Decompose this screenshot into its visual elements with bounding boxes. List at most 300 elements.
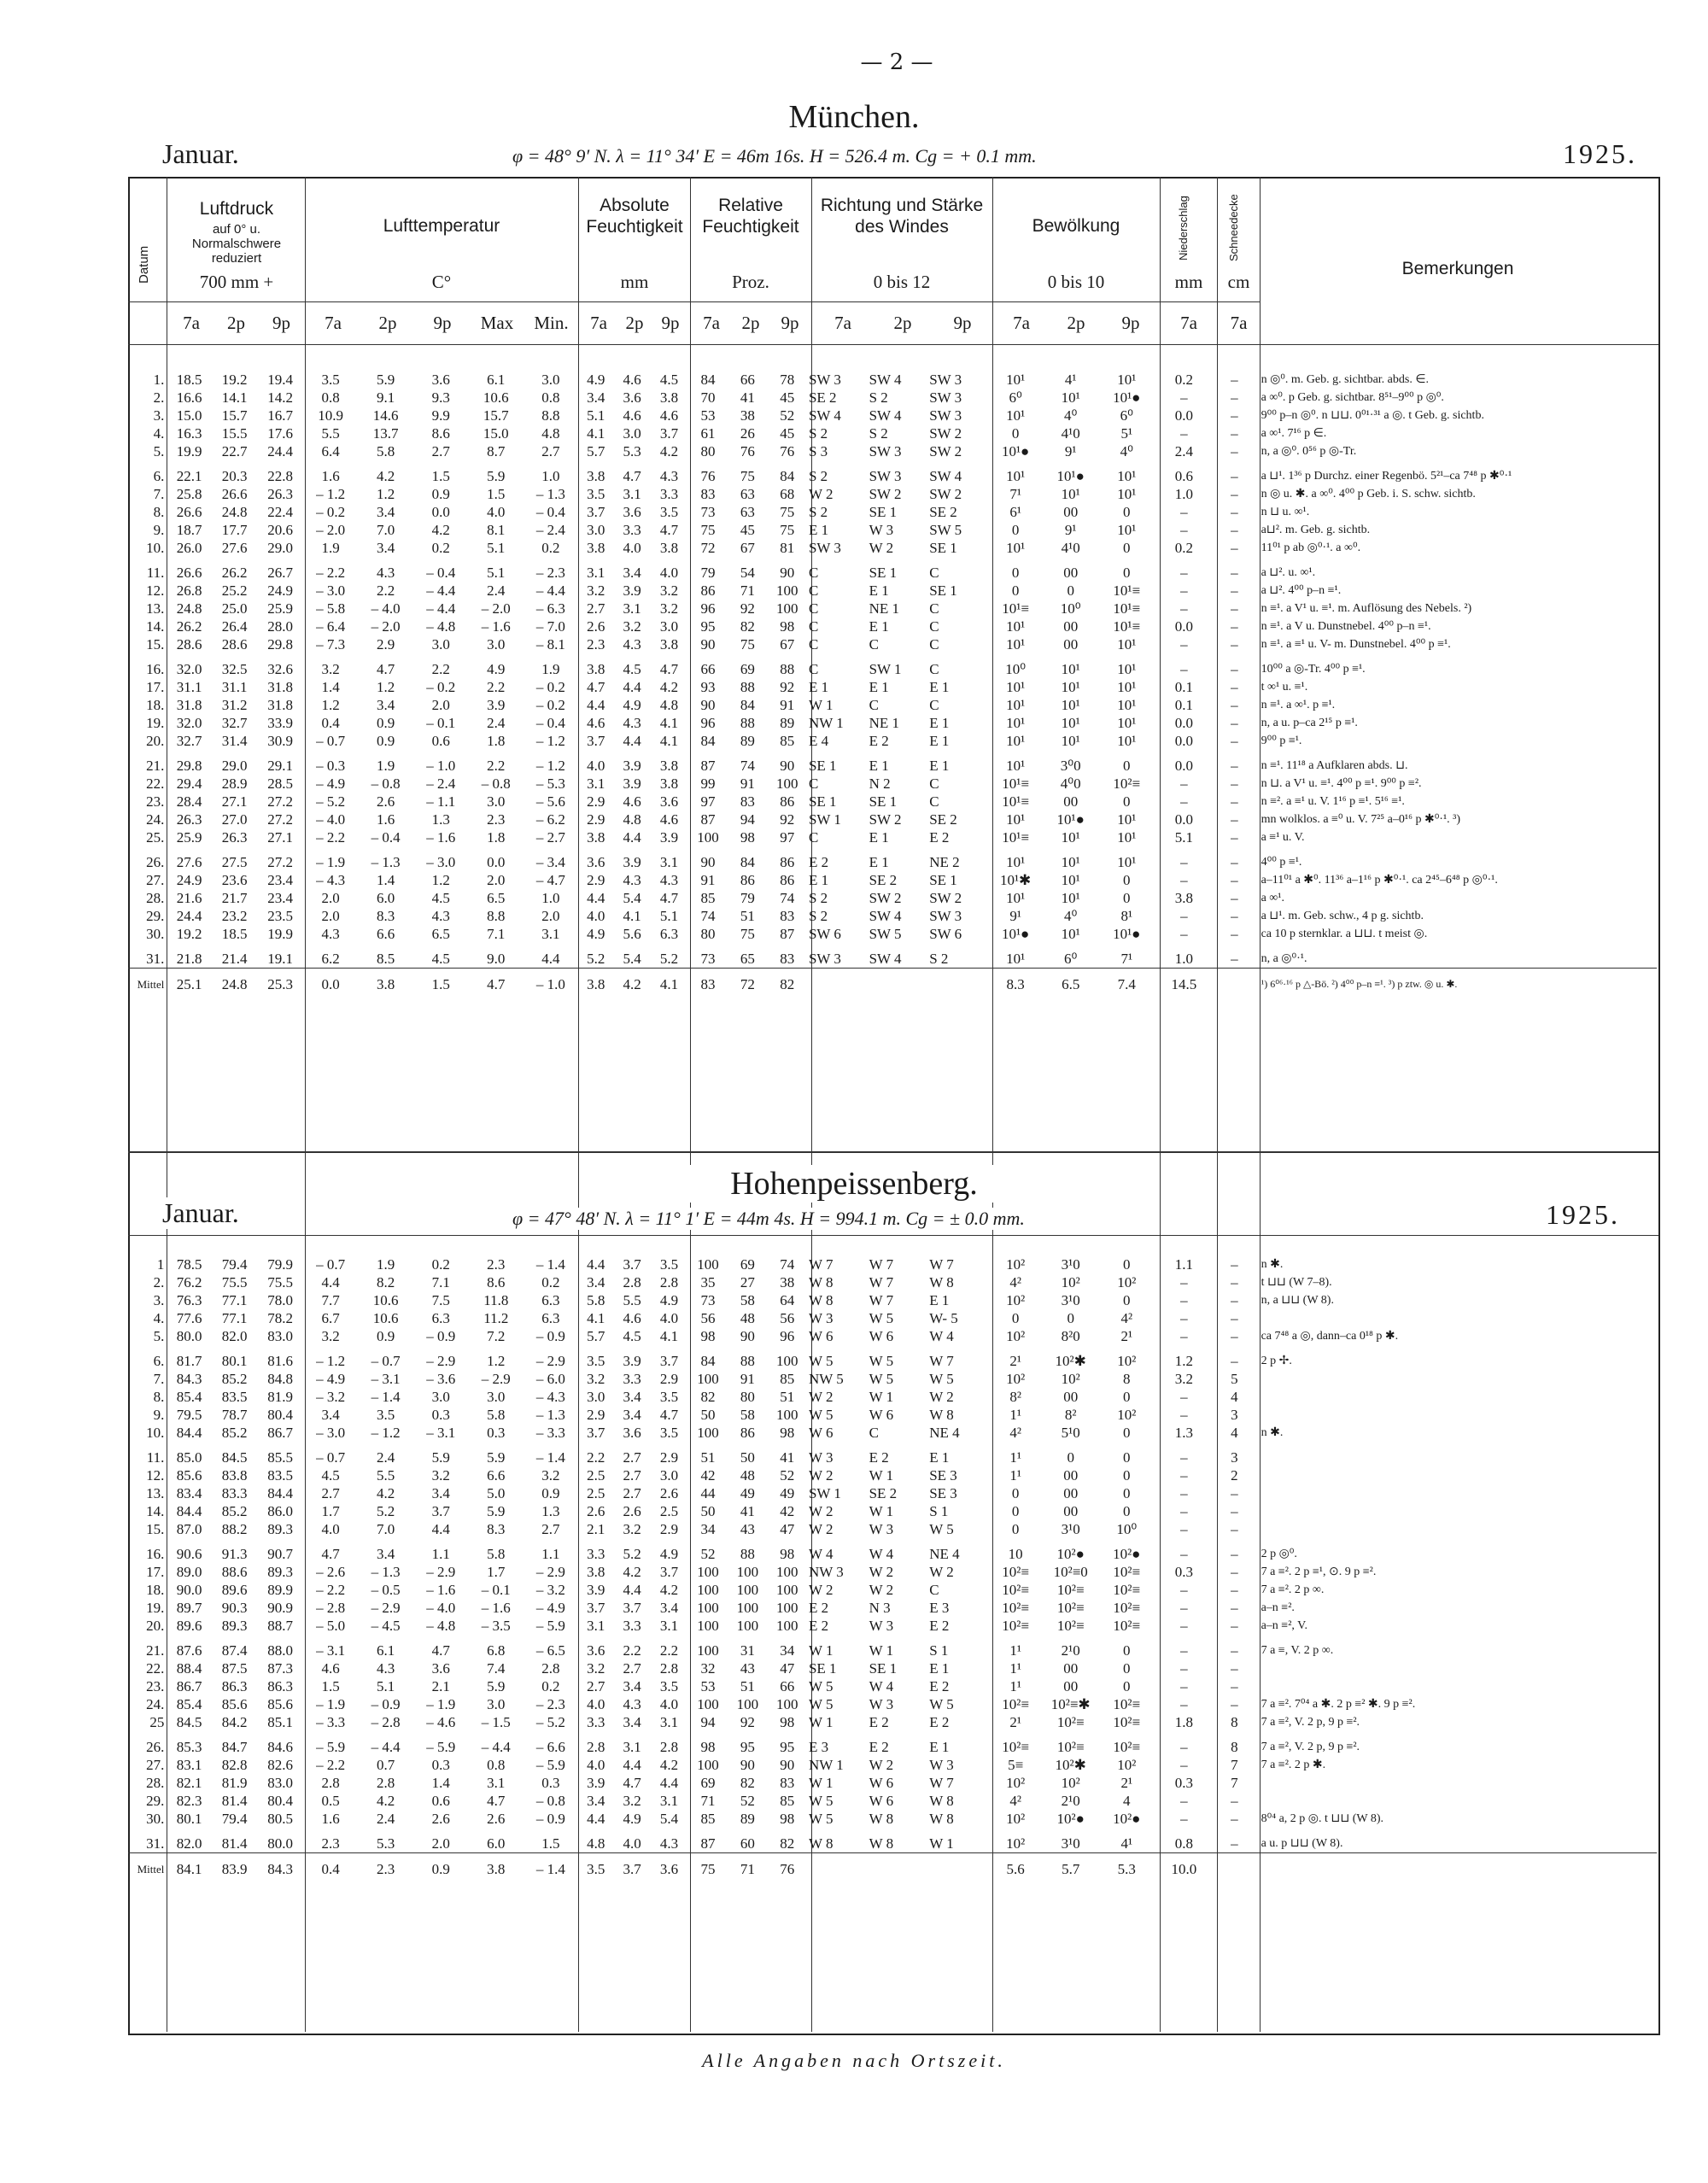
cell-luftdruck-7a: 87.6 [176, 1642, 202, 1659]
subheader-2p: 2p [741, 313, 760, 333]
cell-temp-max: 1.2 [487, 1353, 506, 1369]
cell-niederschlag: – [1180, 600, 1188, 617]
cell-wind-7a: SE 1 [808, 758, 837, 774]
cell-schneedecke: – [1231, 443, 1238, 459]
cell-temp-2p: 5.2 [377, 1503, 395, 1519]
cell-luftdruck-2p: 21.7 [221, 890, 248, 906]
cell-date: 27. [146, 1757, 165, 1773]
cell-niederschlag: – [1180, 1292, 1188, 1308]
cell-temp-min: 3.1 [541, 926, 560, 942]
cell-schneedecke: – [1231, 504, 1238, 520]
cell-luftdruck-2p: 32.7 [221, 715, 248, 731]
cell-wind-7a: SW 6 [808, 926, 841, 942]
mittel-temp-max: 4.7 [468, 969, 524, 994]
subheader-max: Max [480, 313, 514, 333]
cell-abs-2p: 4.3 [623, 636, 641, 653]
cell-temp-min: – 0.4 [535, 504, 565, 520]
cell-temp-min: 3.0 [541, 372, 560, 388]
cell-bew-2p: 10² [1061, 1775, 1080, 1791]
cell-niederschlag: 0.6 [1174, 468, 1193, 484]
cell-rel-7a: 35 [700, 1274, 716, 1290]
cell-rel-9p: 45 [780, 389, 795, 406]
cell-abs-2p: 3.1 [623, 600, 641, 617]
cell-wind-9p: E 2 [929, 1714, 950, 1730]
table-row [128, 907, 1657, 925]
cell-temp-min: – 5.3 [535, 775, 565, 792]
cell-temp-7a: – 0.2 [316, 504, 346, 520]
cell-temp-9p: 7.5 [431, 1292, 450, 1308]
cell-bemerkung: ca 10 p sternklar. a ⊔⊔. t meist ◎. [1261, 928, 1428, 940]
cell-abs-9p: 3.2 [659, 600, 679, 617]
cell-rel-7a: 42 [700, 1467, 716, 1484]
mittel-bemerkung [1256, 1853, 1657, 1879]
cell-bemerkung: 7 a ≡². 2 p ✱. [1261, 1759, 1326, 1771]
cell-temp-min: 0.8 [541, 389, 560, 406]
cell-abs-2p: 5.6 [623, 926, 641, 942]
cell-luftdruck-2p: 84.5 [221, 1449, 248, 1466]
cell-temp-min: 8.8 [541, 407, 560, 424]
cell-rel-7a: 96 [700, 600, 716, 617]
cell-luftdruck-2p: 83.3 [221, 1485, 248, 1501]
cell-wind-9p: C [929, 600, 939, 617]
cell-rel-2p: 58 [740, 1292, 755, 1308]
cell-luftdruck-9p: 26.3 [267, 486, 293, 502]
subheader-2p: 2p [625, 313, 644, 333]
cell-temp-7a: 2.0 [321, 890, 340, 906]
cell-wind-9p: SW 3 [929, 908, 962, 924]
cell-bemerkung: t ⊔⊔ (W 7–8). [1261, 1276, 1332, 1289]
cell-wind-9p: NE 4 [929, 1425, 960, 1441]
table-row [128, 846, 1657, 871]
cell-bew-2p: 9¹ [1064, 443, 1077, 459]
cell-bew-9p: 10¹ [1117, 679, 1137, 695]
cell-luftdruck-7a: 26.2 [176, 618, 202, 635]
cell-rel-9p: 90 [780, 758, 795, 774]
cell-bemerkung: n ≡¹. 11¹⁸ a Aufklaren abds. ⊔. [1261, 759, 1408, 772]
cell-temp-max: 3.0 [487, 636, 506, 653]
cell-luftdruck-2p: 17.7 [221, 522, 248, 538]
cell-bew-2p: 00 [1063, 1467, 1079, 1484]
cell-wind-7a: W 1 [808, 1642, 834, 1659]
cell-temp-7a: – 7.3 [316, 636, 346, 653]
cell-abs-7a: 4.4 [587, 1811, 605, 1827]
cell-wind-7a: S 2 [808, 504, 828, 520]
cell-temp-max: 2.4 [487, 582, 506, 599]
cell-abs-7a: 4.0 [587, 758, 605, 774]
cell-bew-2p: 10¹ [1061, 679, 1080, 695]
cell-date: 20. [146, 733, 165, 749]
cell-rel-7a: 79 [700, 565, 716, 581]
header-bewoelkung: Bewölkung [1032, 216, 1120, 236]
cell-schneedecke: – [1231, 872, 1238, 888]
cell-abs-9p: 3.0 [659, 1467, 679, 1484]
cell-bew-7a: 2¹ [1009, 1353, 1021, 1369]
cell-abs-9p: 4.3 [659, 872, 679, 888]
cell-rel-7a: 87 [700, 811, 716, 828]
cell-bew-2p: 10¹ [1061, 389, 1080, 406]
cell-bemerkung: 10⁰⁰ a ◎-Tr. 4⁰⁰ p ≡¹. [1261, 663, 1366, 676]
cell-rel-7a: 95 [700, 618, 716, 635]
cell-wind-2p: SW 4 [869, 372, 902, 388]
cell-luftdruck-9p: 86.7 [267, 1425, 293, 1441]
cell-temp-9p: 1.4 [431, 1775, 450, 1791]
cell-rel-7a: 98 [700, 1328, 716, 1344]
cell-luftdruck-7a: 89.6 [176, 1618, 202, 1634]
cell-wind-2p: NE 1 [869, 600, 900, 617]
cell-bew-9p: 10¹ [1117, 372, 1137, 388]
cell-rel-2p: 90 [740, 1328, 755, 1344]
cell-bew-2p: 4⁰ [1064, 908, 1078, 924]
cell-luftdruck-7a: 84.4 [176, 1503, 202, 1519]
cell-luftdruck-2p: 86.3 [221, 1678, 248, 1694]
cell-temp-9p: – 2.9 [426, 1353, 456, 1369]
cell-bew-7a: 10²≡ [1002, 1739, 1029, 1755]
cell-abs-9p: 4.1 [659, 1328, 679, 1344]
subheader-7a: 7a [1013, 313, 1030, 333]
cell-niederschlag: – [1180, 1274, 1188, 1290]
cell-luftdruck-2p: 26.2 [221, 565, 248, 581]
cell-temp-2p: – 4.4 [371, 1739, 401, 1755]
cell-rel-7a: 74 [700, 908, 716, 924]
cell-luftdruck-9p: 29.8 [267, 636, 293, 653]
cell-temp-2p: 7.0 [377, 1521, 395, 1537]
cell-bemerkung: n, a u. p–ca 2¹⁵ p ≡¹. [1261, 717, 1358, 729]
cell-bemerkung [1256, 1677, 1657, 1695]
cell-rel-7a: 75 [700, 522, 716, 538]
mittel-schneedecke [1213, 1853, 1255, 1879]
cell-bemerkung: 7 a ≡². 2 p ≡¹, ⊙. 9 p ≡². [1261, 1566, 1377, 1578]
cell-bew-2p: 2¹0 [1061, 1642, 1080, 1659]
cell-abs-9p: 3.5 [659, 504, 679, 520]
cell-rel-2p: 48 [740, 1310, 755, 1326]
header-schneedecke: Schneedecke [1227, 194, 1240, 262]
mittel-abs-9p: 4.1 [650, 969, 687, 994]
cell-abs-9p: 4.9 [659, 1546, 679, 1562]
cell-temp-7a: – 1.9 [316, 854, 346, 870]
cell-rel-2p: 82 [740, 1775, 755, 1791]
cell-bemerkung: a–n ≡². [1261, 1601, 1295, 1614]
header-lufttemp-unit: C° [431, 272, 452, 292]
cell-wind-9p: E 1 [929, 1739, 950, 1755]
cell-rel-9p: 98 [780, 618, 795, 635]
table-row [128, 1617, 1657, 1635]
cell-luftdruck-2p: 27.1 [221, 793, 248, 810]
cell-luftdruck-9p: 86.0 [267, 1503, 293, 1519]
cell-luftdruck-7a: 19.2 [176, 926, 202, 942]
cell-bemerkung: ca 7⁴⁸ a ◎, dann–ca 0¹⁸ p ✱. [1261, 1330, 1399, 1343]
cell-bemerkung [1256, 1484, 1657, 1502]
cell-bew-9p: 2¹ [1120, 1328, 1133, 1344]
table-row [128, 1327, 1657, 1345]
cell-wind-2p: C [869, 697, 879, 713]
cell-rel-2p: 92 [740, 1714, 755, 1730]
cell-abs-9p: 2.6 [659, 1485, 679, 1501]
cell-niederschlag: 1.1 [1174, 1256, 1193, 1273]
cell-temp-9p: 4.7 [431, 1642, 450, 1659]
cell-luftdruck-7a: 15.0 [176, 407, 202, 424]
cell-abs-7a: 3.1 [587, 775, 605, 792]
cell-temp-max: 3.9 [487, 697, 506, 713]
cell-luftdruck-2p: 82.8 [221, 1757, 248, 1773]
table-row [128, 389, 1657, 407]
cell-luftdruck-2p: 27.5 [221, 854, 248, 870]
cell-bew-7a: 10¹ [1006, 372, 1026, 388]
subheader-9p: 9p [272, 313, 290, 333]
cell-date: 7. [153, 1371, 165, 1387]
cell-luftdruck-9p: 23.4 [267, 872, 293, 888]
cell-bemerkung: n ≡¹. a V¹ u. ≡¹. m. Auflösung des Nebels. ²) [1261, 602, 1472, 615]
cell-bew-7a: 10² [1006, 1811, 1026, 1827]
cell-abs-2p: 3.7 [623, 1600, 641, 1616]
cell-abs-9p: 3.1 [659, 854, 679, 870]
cell-wind-9p: W 8 [929, 1407, 954, 1423]
cell-bew-7a: 10¹≡ [1002, 775, 1029, 792]
cell-rel-7a: 90 [700, 697, 716, 713]
cell-abs-9p: 4.7 [659, 522, 679, 538]
cell-wind-9p: NE 2 [929, 854, 960, 870]
cell-rel-7a: 94 [700, 1714, 716, 1730]
cell-luftdruck-2p: 25.2 [221, 582, 248, 599]
cell-niederschlag: – [1180, 1389, 1188, 1405]
cell-niederschlag: 1.8 [1174, 1714, 1193, 1730]
cell-temp-max: 6.6 [487, 1467, 506, 1484]
cell-schneedecke: – [1231, 372, 1238, 388]
cell-rel-9p: 41 [780, 1449, 795, 1466]
cell-wind-7a: W 7 [808, 1256, 834, 1273]
cell-bew-9p: 4¹ [1120, 1835, 1133, 1852]
cell-rel-9p: 85 [780, 733, 795, 749]
cell-rel-9p: 98 [780, 1546, 795, 1562]
cell-rel-9p: 96 [780, 1328, 795, 1344]
cell-rel-7a: 100 [697, 1757, 719, 1773]
cell-bew-7a: 10² [1006, 1256, 1026, 1273]
cell-luftdruck-7a: 18.5 [176, 372, 202, 388]
cell-bew-9p: 10² [1117, 1407, 1137, 1423]
cell-niederschlag: 0.2 [1174, 540, 1193, 556]
cell-date: 8. [153, 1389, 165, 1405]
cell-wind-2p: SE 1 [869, 1660, 898, 1677]
cell-rel-2p: 48 [740, 1467, 755, 1484]
cell-abs-7a: 4.9 [587, 926, 605, 942]
cell-date: 22. [146, 1660, 165, 1677]
cell-temp-min: 0.2 [541, 1274, 560, 1290]
cell-temp-2p: 13.7 [372, 425, 399, 442]
cell-luftdruck-7a: 22.1 [176, 468, 202, 484]
cell-luftdruck-7a: 84.5 [176, 1714, 202, 1730]
cell-date: 20. [146, 1618, 165, 1634]
cell-abs-9p: 4.8 [659, 697, 679, 713]
cell-rel-9p: 86 [780, 793, 795, 810]
mittel-bew-2p: 6.5 [1043, 969, 1098, 994]
cell-temp-7a: – 2.2 [316, 1757, 346, 1773]
cell-abs-9p: 6.3 [659, 926, 679, 942]
cell-wind-2p: SE 1 [869, 565, 898, 581]
cell-date: 29. [146, 908, 165, 924]
table-row [128, 811, 1657, 828]
cell-abs-9p: 3.2 [659, 582, 679, 599]
cell-bew-2p: 10²≡✱ [1050, 1696, 1091, 1712]
cell-temp-2p: 4.3 [377, 565, 395, 581]
cell-luftdruck-2p: 26.4 [221, 618, 248, 635]
table-row [128, 442, 1657, 460]
cell-temp-9p: 3.2 [431, 1467, 450, 1484]
cell-bemerkung: n ⊔. a V¹ u. ≡¹. 4⁰⁰ p ≡¹. 9⁰⁰ p ≡². [1261, 777, 1422, 790]
cell-bew-9p: 10² [1117, 1274, 1137, 1290]
cell-bew-9p: 10² [1117, 1353, 1137, 1369]
cell-rel-2p: 69 [740, 1256, 755, 1273]
cell-wind-2p: SW 2 [869, 890, 902, 906]
cell-temp-max: 2.3 [487, 1256, 506, 1273]
cell-temp-max: 7.2 [487, 1328, 506, 1344]
cell-luftdruck-9p: 81.9 [267, 1389, 293, 1405]
cell-wind-7a: W 2 [808, 1503, 834, 1519]
cell-rel-9p: 74 [780, 1256, 795, 1273]
table-row [128, 460, 1657, 485]
cell-temp-9p: 0.0 [431, 504, 450, 520]
cell-rel-9p: 81 [780, 540, 795, 556]
mittel-temp-max: 3.8 [468, 1853, 524, 1879]
header-wind-unit: 0 bis 12 [873, 272, 931, 292]
cell-abs-9p: 2.8 [659, 1739, 679, 1755]
cell-abs-7a: 3.5 [587, 486, 605, 502]
cell-temp-9p: 0.9 [431, 486, 450, 502]
cell-temp-max: 6.8 [487, 1642, 506, 1659]
cell-temp-min: 0.2 [541, 540, 560, 556]
cell-abs-9p: 4.4 [659, 1775, 679, 1791]
cell-temp-7a: – 3.3 [316, 1714, 346, 1730]
cell-schneedecke: 8 [1231, 1714, 1238, 1730]
mittel-rel-9p: 82 [768, 969, 807, 994]
cell-bemerkung: n, a ◎⁰·¹. [1261, 952, 1307, 965]
cell-luftdruck-2p: 84.2 [221, 1714, 248, 1730]
cell-luftdruck-7a: 21.6 [176, 890, 202, 906]
cell-temp-2p: 0.9 [377, 733, 395, 749]
cell-wind-7a: SW 3 [808, 372, 841, 388]
table-row [128, 1442, 1657, 1466]
cell-temp-9p: – 4.6 [426, 1714, 456, 1730]
cell-wind-9p: SE 3 [929, 1485, 957, 1501]
cell-bew-7a: 10¹ [1006, 407, 1026, 424]
cell-temp-2p: 2.4 [377, 1811, 395, 1827]
cell-bew-9p: 10¹ [1117, 468, 1137, 484]
cell-bemerkung: n ✱. [1261, 1258, 1284, 1271]
cell-schneedecke: – [1231, 811, 1238, 828]
cell-temp-2p: – 0.8 [371, 775, 401, 792]
cell-luftdruck-7a: 83.1 [176, 1757, 202, 1773]
cell-temp-7a: – 2.2 [316, 1582, 346, 1598]
cell-rel-7a: 93 [700, 679, 716, 695]
station-title-hohenpeissenberg: Hohenpeissenberg. [598, 1165, 1110, 1203]
cell-bemerkung: a ∞⁰. p Geb. g. sichtbar. 8⁵¹–9⁰⁰ p ◎⁰. [1261, 391, 1444, 404]
cell-bew-7a: 1¹ [1009, 1407, 1021, 1423]
cell-abs-7a: 3.4 [587, 389, 605, 406]
cell-wind-7a: W 8 [808, 1274, 834, 1290]
cell-luftdruck-9p: 22.4 [267, 504, 293, 520]
cell-temp-7a: – 5.0 [316, 1618, 346, 1634]
cell-schneedecke: – [1231, 565, 1238, 581]
cell-bew-7a: 10² [1006, 1835, 1026, 1852]
cell-abs-7a: 2.3 [587, 636, 605, 653]
cell-bew-7a: 6⁰ [1009, 389, 1022, 406]
cell-rel-2p: 86 [740, 1425, 755, 1441]
cell-temp-9p: 0.6 [431, 733, 450, 749]
cell-rel-2p: 84 [740, 697, 755, 713]
cell-bew-7a: 7¹ [1009, 486, 1021, 502]
cell-bemerkung: a ≡¹ u. V. [1261, 831, 1305, 844]
cell-temp-7a: 3.4 [321, 1407, 340, 1423]
cell-rel-2p: 74 [740, 758, 755, 774]
cell-rel-7a: 85 [700, 890, 716, 906]
cell-temp-9p: 3.7 [431, 1503, 450, 1519]
cell-rel-9p: 98 [780, 1425, 795, 1441]
cell-bemerkung: 9⁰⁰ p–n ◎⁰. n ⊔⊔. 0⁰¹·³¹ a ◎. t Geb. g. sichtb. [1261, 409, 1484, 422]
cell-temp-max: 8.8 [487, 908, 506, 924]
cell-date: 30. [146, 1811, 165, 1827]
cell-luftdruck-7a: 77.6 [176, 1310, 202, 1326]
cell-bemerkung: mn wolklos. a ≡⁰ u. V. 7²⁵ a–0¹⁶ p ✱⁰·¹. ³) [1261, 813, 1461, 826]
cell-luftdruck-2p: 20.3 [221, 468, 248, 484]
cell-temp-2p: – 0.4 [371, 829, 401, 846]
cell-niederschlag: – [1180, 1467, 1188, 1484]
year-hohenpeissenberg: 1925. [1546, 1199, 1620, 1230]
cell-wind-7a: W 5 [808, 1353, 834, 1369]
cell-abs-2p: 2.6 [623, 1503, 641, 1519]
cell-temp-2p: 5.5 [377, 1467, 395, 1484]
cell-abs-2p: 4.4 [623, 733, 641, 749]
subheader-7a: 7a [703, 313, 720, 333]
cell-bemerkung [1256, 1466, 1657, 1484]
cell-rel-9p: 66 [780, 1678, 795, 1694]
cell-wind-2p: W 6 [869, 1407, 894, 1423]
cell-rel-9p: 52 [780, 1467, 795, 1484]
cell-bew-7a: 10¹ [1006, 679, 1026, 695]
cell-wind-2p: SE 2 [869, 1485, 898, 1501]
cell-bew-7a: 0 [1011, 1521, 1020, 1537]
cell-abs-7a: 3.0 [587, 522, 605, 538]
cell-rel-7a: 87 [700, 758, 716, 774]
cell-rel-9p: 89 [780, 715, 795, 731]
cell-temp-min: 2.0 [541, 908, 560, 924]
cell-luftdruck-7a: 89.0 [176, 1564, 202, 1580]
cell-temp-max: – 0.8 [481, 775, 511, 792]
cell-temp-7a: 2.3 [321, 1835, 340, 1852]
cell-abs-2p: 3.9 [623, 1353, 641, 1369]
cell-bew-9p: 0 [1123, 1642, 1131, 1659]
cell-wind-2p: W 2 [869, 1564, 894, 1580]
cell-bew-9p: 10¹ [1117, 661, 1137, 677]
cell-wind-2p: SW 3 [869, 468, 902, 484]
header-rule [128, 1235, 1658, 1236]
cell-schneedecke: 7 [1231, 1757, 1238, 1773]
cell-niederschlag: – [1180, 1310, 1188, 1326]
cell-bemerkung [1256, 1792, 1657, 1810]
cell-bew-9p: 2¹ [1120, 1775, 1133, 1791]
cell-wind-9p: SW 2 [929, 425, 962, 442]
cell-temp-max: 4.0 [487, 504, 506, 520]
cell-bew-9p: 4⁰ [1120, 443, 1133, 459]
cell-rel-7a: 69 [700, 1775, 716, 1791]
cell-bew-2p: 5¹0 [1061, 1425, 1080, 1441]
cell-schneedecke: – [1231, 618, 1238, 635]
cell-abs-9p: 4.0 [659, 565, 679, 581]
cell-bew-7a: 10¹ [1006, 733, 1026, 749]
subheader-7a: 7a [1180, 313, 1197, 333]
cell-bew-9p: 0 [1123, 1449, 1131, 1466]
cell-wind-9p: W 5 [929, 1696, 954, 1712]
cell-bew-2p: 3¹0 [1061, 1292, 1080, 1308]
cell-temp-9p: – 1.6 [426, 829, 456, 846]
cell-bew-9p: 10²● [1113, 1546, 1141, 1562]
